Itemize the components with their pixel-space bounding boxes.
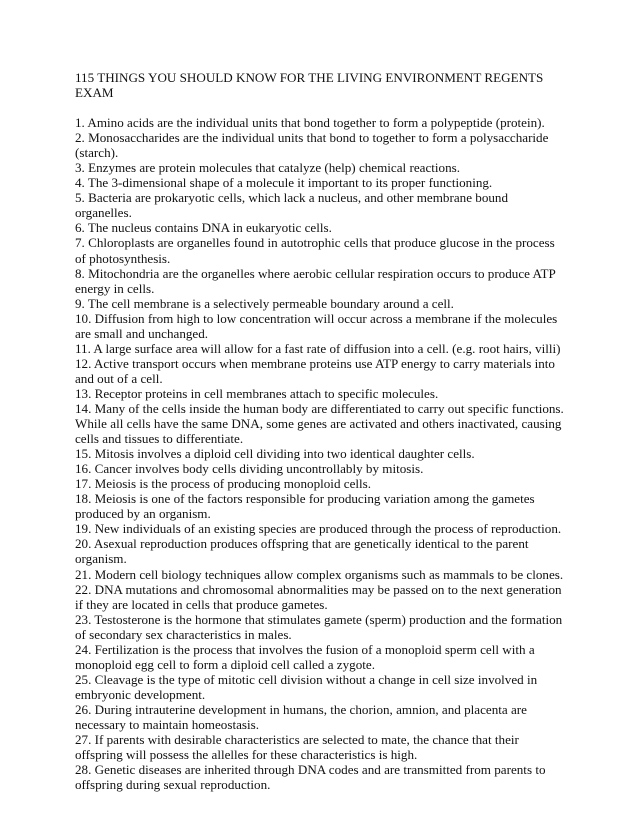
fact-item: 18. Meiosis is one of the factors responsible for producing variation among the gametes produced by an organism. <box>75 491 538 522</box>
fact-item: 26. During intrauterine development in humans, the chorion, amnion, and placenta are necessary to maintain homeostasis. <box>75 701 531 732</box>
fact-item: 6. The nucleus contains DNA in eukaryotic cells. <box>75 220 332 236</box>
fact-item: 10. Diffusion from high to low concentration will occur across a membrane if the molecules are small and unchanged. <box>75 310 561 341</box>
fact-item: 20. Asexual reproduction produces offspring that are genetically identical to the parent organism. <box>75 536 532 567</box>
fact-item: 11. A large surface area will allow for a fast rate of diffusion into a cell. (e.g. root hairs, villi) <box>75 340 561 356</box>
document-body <box>75 70 571 793</box>
fact-item: 19. New individuals of an existing species are produced through the process of reproduction. <box>75 521 562 537</box>
fact-item: 25. Cleavage is the type of mitotic cell division without a change in cell size involved in embryonic development. <box>75 671 541 702</box>
fact-item: 12. Active transport occurs when membrane proteins use ATP energy to carry materials into and out of a cell. <box>75 355 559 386</box>
fact-item: 1. Amino acids are the individual units that bond together to form a polypeptide (protein). <box>75 115 545 131</box>
fact-item: 27. If parents with desirable characteristics are selected to mate, the chance that their offspring will possess the allelles for these characteristics is high. <box>75 732 523 763</box>
facts-list <box>75 115 571 793</box>
fact-item: 15. Mitosis involves a diploid cell dividing into two identical daughter cells. <box>75 446 475 462</box>
fact-item: 21. Modern cell biology techniques allow complex organisms such as mammals to be clones. <box>75 566 564 582</box>
fact-item: 16. Cancer involves body cells dividing uncontrollably by mitosis. <box>75 461 424 477</box>
fact-item: 8. Mitochondria are the organelles where aerobic cellular respiration occurs to produce ATP energy in cells. <box>75 265 559 296</box>
fact-item: 17. Meiosis is the process of producing monoploid cells. <box>75 476 372 492</box>
fact-item: 2. Monosaccharides are the individual units that bond to together to form a polysaccharide (starch). <box>75 130 552 161</box>
fact-item: 28. Genetic diseases are inherited through DNA codes and are transmitted from parents to offspring during sexual reproduction. <box>75 762 549 793</box>
fact-item: 13. Receptor proteins in cell membranes attach to specific molecules. <box>75 385 439 401</box>
fact-item: 4. The 3-dimensional shape of a molecule it important to its proper functioning. <box>75 175 493 191</box>
fact-item: 9. The cell membrane is a selectively permeable boundary around a cell. <box>75 295 454 311</box>
fact-item: 14. Many of the cells inside the human body are differentiated to carry out specific functions. While all cells have the same DNA, some genes are activated and others inactivated, causing cells and tissues to differentiate. <box>75 400 571 447</box>
fact-item: 3. Enzymes are protein molecules that catalyze (help) chemical reactions. <box>75 160 460 176</box>
document-title: 115 THINGS YOU SHOULD KNOW FOR THE LIVING ENVIRONMENT REGENTS EXAM <box>75 70 544 101</box>
fact-item: 22. DNA mutations and chromosomal abnormalities may be passed on to the next generation if they are located in cells that produce gametes. <box>75 581 565 612</box>
fact-item: 23. Testosterone is the hormone that stimulates gamete (sperm) production and the formation of secondary sex characteristics in males. <box>75 611 566 642</box>
fact-item: 5. Bacteria are prokaryotic cells, which lack a nucleus, and other membrane bound organelles. <box>75 190 512 221</box>
fact-item: 24. Fertilization is the process that involves the fusion of a monoploid sperm cell with a monoploid egg cell to form a diploid cell called a zygote. <box>75 641 538 672</box>
fact-item: 7. Chloroplasts are organelles found in autotrophic cells that produce glucose in the process of photosynthesis. <box>75 235 559 266</box>
